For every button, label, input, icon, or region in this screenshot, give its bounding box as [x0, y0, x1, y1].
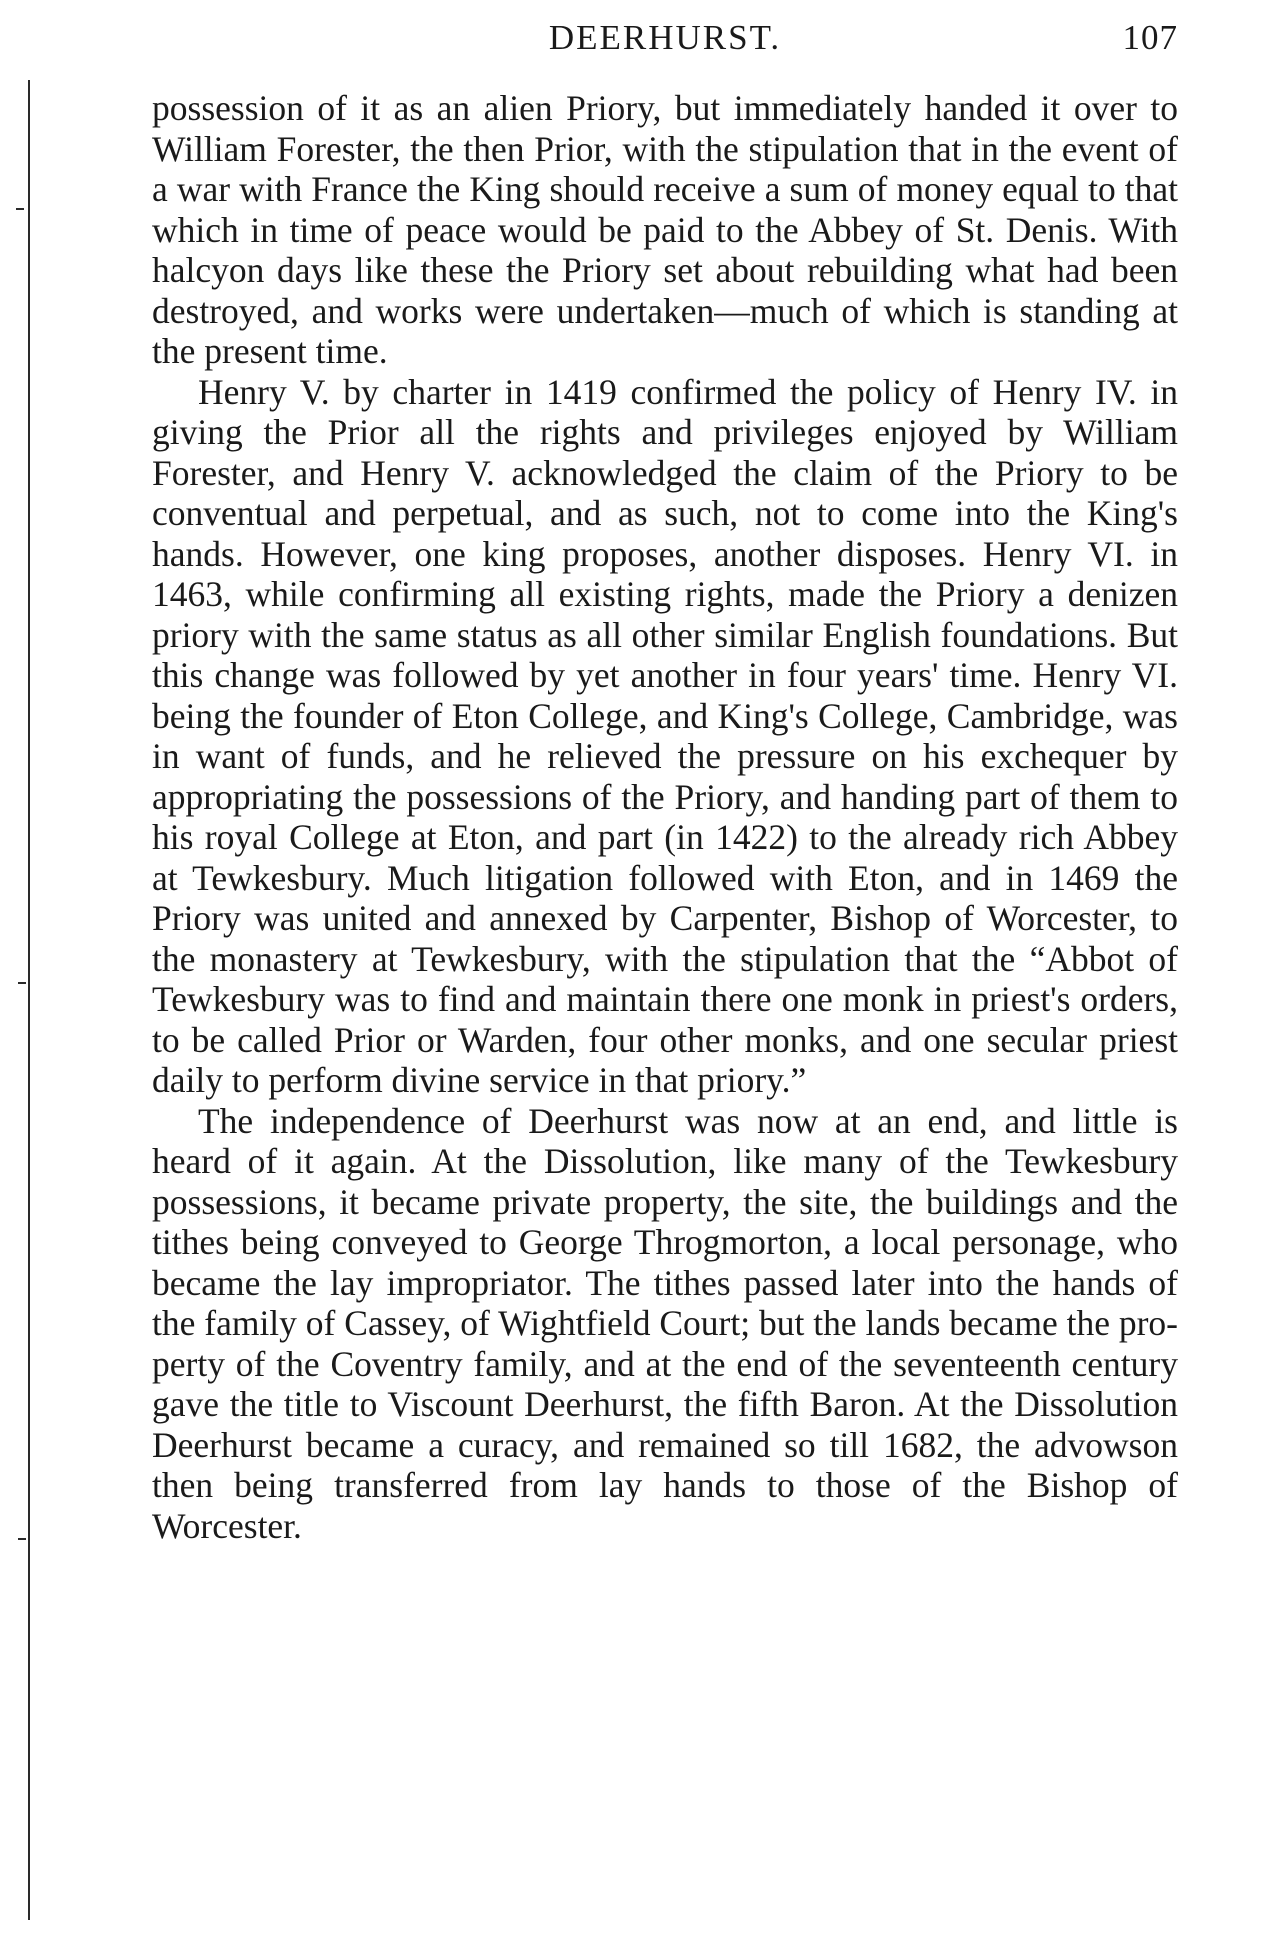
page-number: 107 — [1122, 18, 1178, 57]
binding-edge-mark — [18, 1538, 26, 1540]
paragraph-1: possession of it as an alien Priory, but immediately handed it over to William Forester, the then Prior, with the stipulation that in the event of a war with France the King should receive a sum of money equal to that which in time of peace would be paid to the Abbey of St. Denis. With halcyon days like these the Priory set about rebuilding what had been destroyed, and works were undertaken—much of which is standing at the present time. — [152, 88, 1178, 371]
body-text — [152, 88, 1178, 1546]
paragraph-3: The independence of Deerhurst was now at an end, and little is heard of it again. At the Dissolution, like many of the Tewkesbury possessions, it became private property, the site, the buildings and the tithes being conveyed to George Throgmorton, a local personage, who became the lay impropriator. The tithes passed later into the hands of the family of Cassey, of Wightfield Court; but the lands became the property of the Coventry family, and at the end of the seventeenth century gave the title to Viscount Deerhurst, the fifth Baron. At the Dissolution Deerhurst became a curacy, and remained so till 1682, the advowson then being transferred from lay hands to those of the Bishop of Worcester. — [152, 1100, 1178, 1546]
running-title: DEERHURST. — [548, 18, 782, 57]
running-head — [152, 18, 1178, 68]
binding-edge-mark — [18, 982, 26, 984]
binding-edge-line — [28, 80, 30, 1920]
paragraph-2: Henry V. by charter in 1419 confirmed the policy of Henry IV. in giving the Prior all the rights and privileges enjoyed by William Forester, and Henry V. acknowledged the claim of the Priory to be conventual and perpetual, and as such, not to come into the King's hands. However, one king proposes, another disposes. Henry VI. in 1463, while confirming all existing rights, made the Priory a denizen priory with the same status as all other similar English foundations. But this change was followed by yet another in four years' time. Henry VI. being the founder of Eton College, and King's College, Cambridge, was in want of funds, and he relieved the pressure on his exchequer by appropriating the possessions of the Priory, and handing part of them to his royal College at Eton, and part (in 1422) to the already rich Abbey at Tewkesbury. Much litigation followed with Eton, and in 1469 the Priory was united and annexed by Carpenter, Bishop of Worcester, to the monastery at Tewkesbury, with the stipulation that the “Abbot of Tewkesbury was to find and maintain there one monk in priest's orders, to be called Prior or Warden, four other monks, and one secular priest daily to perform divine service in that priory.” — [152, 371, 1178, 1100]
binding-edge-mark — [16, 208, 24, 210]
